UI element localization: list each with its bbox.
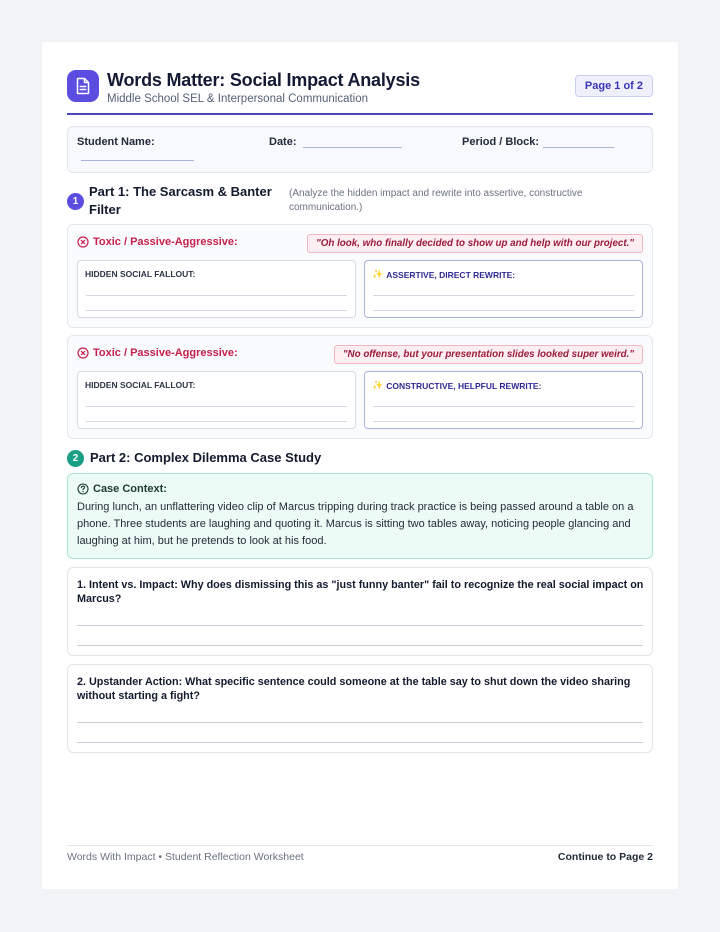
sparkles-icon: ✨ [372,380,384,390]
toxic-quote: "No offense, but your presentation slides looked super weird." [334,345,643,364]
footer-divider [67,845,653,846]
writing-line [373,406,634,407]
student-name-field[interactable] [81,160,194,161]
part1-number-badge: 1 [67,193,84,210]
answer-line[interactable] [77,722,643,723]
hidden-fallout-label: HIDDEN SOCIAL FALLOUT: [85,380,196,390]
x-circle-icon [77,347,89,359]
student-info-box [67,126,653,173]
header-divider [67,113,653,115]
hidden-fallout-box[interactable] [77,371,356,429]
question-2-box [67,664,653,753]
answer-line[interactable] [77,645,643,646]
writing-line [86,310,347,311]
page-header [67,70,653,115]
footer-text: Words With Impact • Student Reflection Worksheet [67,851,304,863]
x-circle-icon [77,236,89,248]
date-label: Date: [269,136,297,148]
page-title: Words Matter: Social Impact Analysis [107,70,420,90]
date-field[interactable] [303,147,402,148]
toxic-label-text: Toxic / Passive-Aggressive: [93,347,238,359]
continue-link[interactable]: Continue to Page 2 [557,851,653,863]
part1-instructions: (Analyze the hidden impact and rewrite into assertive, constructive communication.) [289,188,583,213]
answer-line[interactable] [77,742,643,743]
worksheet-page [42,42,678,889]
rewrite-label: ✨ ASSERTIVE, DIRECT REWRITE: [372,269,516,280]
page-subtitle: Middle School SEL & Interpersonal Communication [107,93,369,105]
part1-title: Part 1: The Sarcasm & Banter Filter [89,184,272,217]
part2-number-badge: 2 [67,450,84,467]
sarcasm-card-2 [67,335,653,439]
hidden-fallout-label: HIDDEN SOCIAL FALLOUT: [85,269,196,279]
answer-line[interactable] [77,625,643,626]
question-1-text: 1. Intent vs. Impact: Why does dismissing this as "just funny banter" fail to recognize the real social impact on Marcus? [77,579,644,605]
writing-line [373,295,634,296]
rewrite-label: ✨ CONSTRUCTIVE, HELPFUL REWRITE: [372,380,542,391]
toxic-label-text: Toxic / Passive-Aggressive: [93,236,238,248]
rewrite-box[interactable] [364,260,643,318]
case-context-heading: Case Context: [77,483,167,495]
toxic-label [77,347,238,359]
document-icon [67,70,99,102]
writing-line [86,295,347,296]
hidden-fallout-box[interactable] [77,260,356,318]
case-context-box [67,473,653,559]
writing-line [373,421,634,422]
toxic-label [77,236,238,248]
writing-line [86,406,347,407]
sparkles-icon: ✨ [372,269,384,279]
rewrite-box[interactable] [364,371,643,429]
period-field[interactable] [543,147,614,148]
writing-line [373,310,634,311]
sarcasm-card-1 [67,224,653,328]
question-1-box [67,567,653,656]
toxic-quote: "Oh look, who finally decided to show up and help with our project." [307,234,643,253]
writing-line [86,421,347,422]
part2-title: Part 2: Complex Dilemma Case Study [90,450,322,465]
question-2-text: 2. Upstander Action: What specific sentence could someone at the table say to shut down the video sharing without starting a fight? [77,676,631,702]
student-name-label: Student Name: [77,136,155,148]
help-circle-icon [77,483,89,495]
case-context-text: During lunch, an unflattering video clip of Marcus tripping during track practice is being passed around a table on a phone. Three students are laughing and quoting it. Marcus is sitting two tables away, noticing people glancing and laughing at him, but he pretends to look at his food. [77,501,634,547]
period-label: Period / Block: [462,136,540,148]
page-number-badge: Page 1 of 2 [575,75,653,97]
